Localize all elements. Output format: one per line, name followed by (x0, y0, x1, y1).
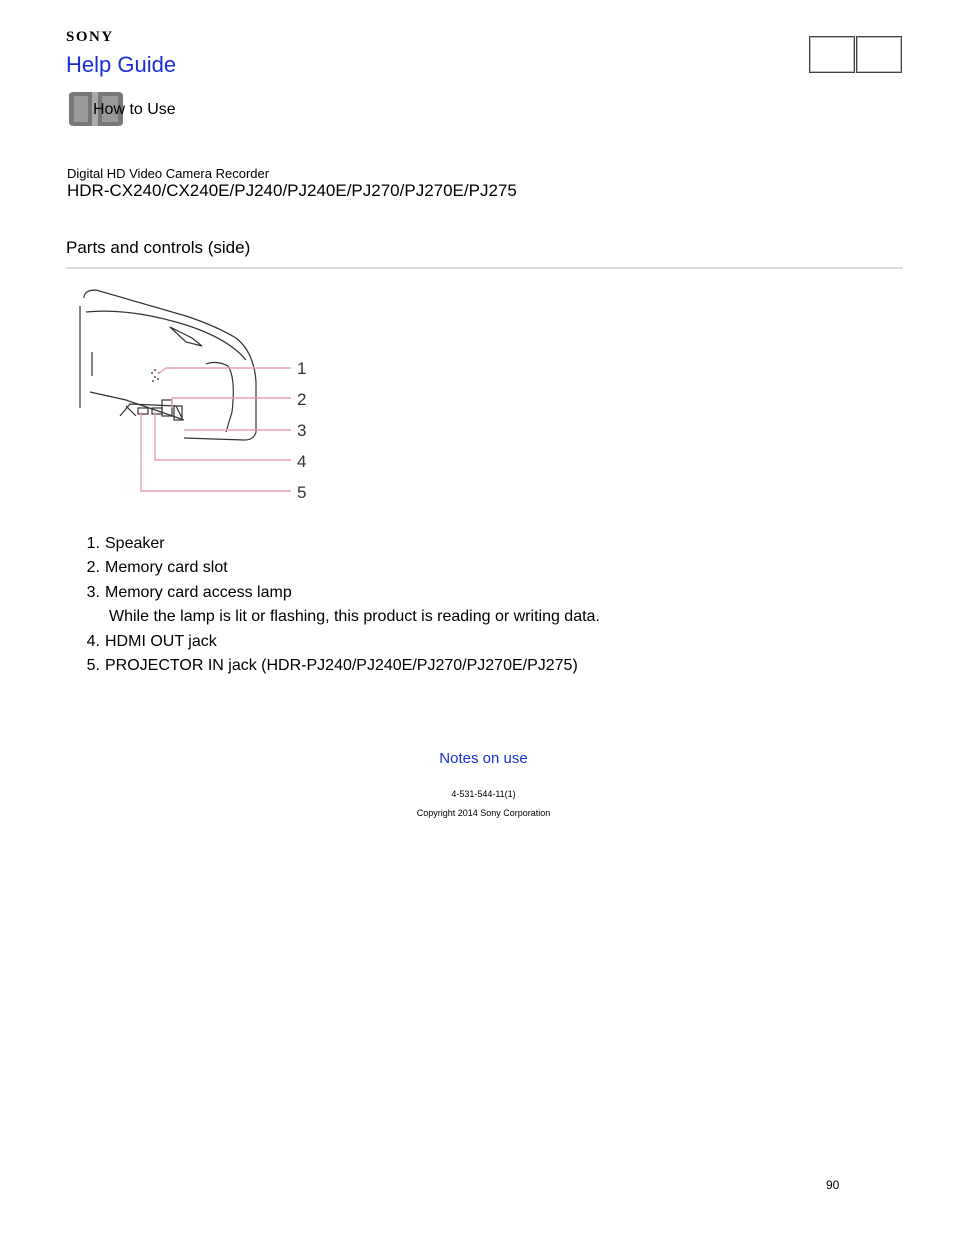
list-label: Speaker (105, 535, 165, 552)
page-title: Parts and controls (side) (66, 238, 251, 257)
list-number: 2. (86, 559, 100, 577)
title-divider (66, 267, 903, 269)
list-number: 1. (86, 535, 100, 552)
callout-2: 2 (297, 390, 307, 409)
list-number: 4. (86, 632, 100, 650)
list-label: PROJECTOR IN jack (HDR-PJ240/PJ240E/PJ270/PJ270E/PJ275) (105, 657, 578, 675)
breadcrumb-section[interactable]: How to Use (93, 101, 176, 118)
callout-1: 1 (297, 359, 307, 378)
prev-page-icon[interactable] (809, 36, 855, 73)
callout-5: 5 (297, 483, 307, 502)
brand-logo: SONY (66, 29, 114, 45)
list-label: Memory card access lamp (105, 583, 292, 601)
list-item (66, 556, 600, 580)
list-label: Memory card slot (105, 559, 228, 577)
camera-side-diagram (66, 282, 326, 507)
callout-4: 4 (297, 452, 307, 471)
copyright-notice: Copyright 2014 Sony Corporation (416, 808, 551, 818)
list-item (66, 654, 600, 678)
list-item (66, 532, 600, 556)
list-item (66, 581, 600, 605)
product-type: Digital HD Video Camera Recorder (67, 166, 270, 181)
model-numbers: HDR-CX240/CX240E/PJ240/PJ240E/PJ270/PJ270E/PJ275 (67, 181, 517, 200)
help-guide-link[interactable]: Help Guide (66, 52, 177, 77)
list-item-note: While the lamp is lit or flashing, this product is reading or writing data. (109, 608, 600, 626)
list-label: HDMI OUT jack (105, 632, 217, 650)
list-number: 5. (86, 657, 100, 675)
notes-on-use-link[interactable]: Notes on use (439, 750, 528, 767)
page-number: 90 (826, 1178, 840, 1192)
next-page-icon[interactable] (856, 36, 902, 73)
parts-list (66, 532, 600, 678)
document-code: 4-531-544-11(1) (451, 789, 516, 799)
list-item (66, 630, 600, 654)
list-number: 3. (86, 583, 100, 601)
callout-3: 3 (297, 421, 307, 440)
